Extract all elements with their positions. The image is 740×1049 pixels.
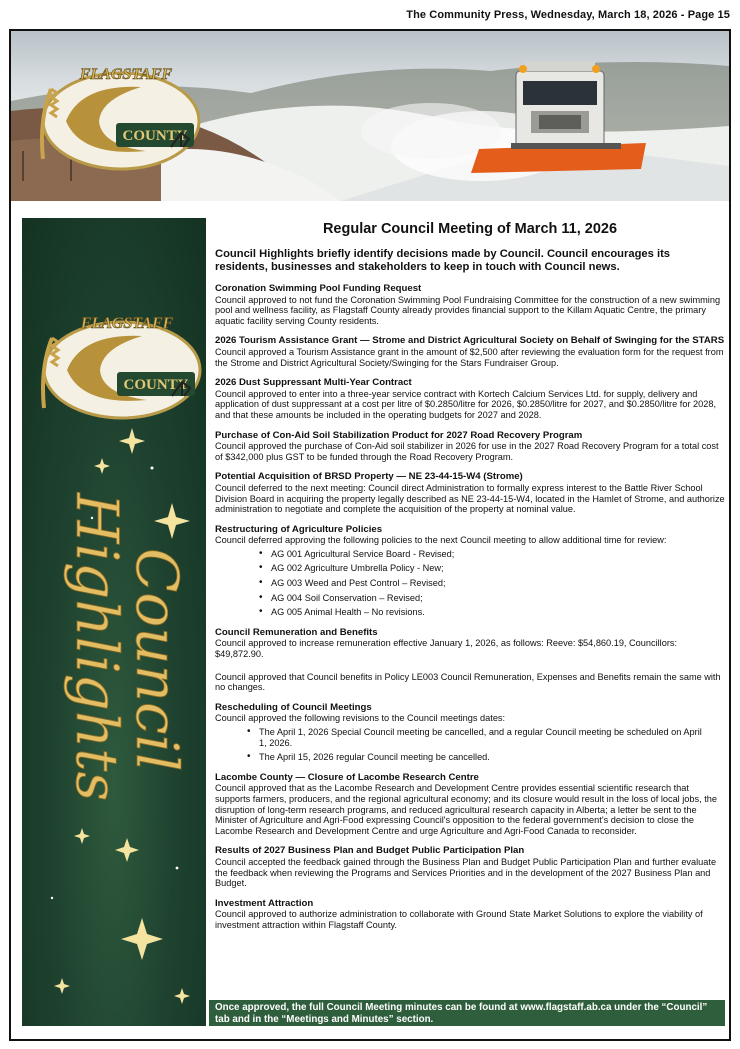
section-body: Council approved to authorize administration to collaborate with Ground State Market Solutions to explore the viability of investment attraction within Flagstaff County. [215,909,703,930]
article-intro: Council Highlights briefly identify decisions made by Council. Council encourages its residents, businesses and stakeholders to keep in touch with Council news. [215,248,671,273]
banner-photo [11,31,729,201]
section-heading: Coronation Swimming Pool Funding Request [215,283,422,294]
section-heading: Rescheduling of Council Meetings [215,701,372,713]
section-body: Council accepted the feedback gained through the Business Plan and Budget Public Participation Plan and further evaluate the feedback when reviewing the Programs and Services Priorities and in the development of the 2027 Business Plan and Budget. [215,856,717,889]
section-business-plan [215,846,725,888]
section-heading: Lacombe County — Closure of Lacombe Research Centre [215,771,479,783]
section-con-aid [215,431,725,463]
list-item: • The April 15, 2026 regular Council meeting be cancelled. [259,752,725,763]
section-heading: 2026 Dust Suppressant Multi-Year Contract [215,377,412,389]
section-body: Council approved a Tourism Assistance grant in the amount of $2,500 after reviewing the evaluation form for the request from the Strome and District Agricultural Society/Swinging for the Stars Fundraiser Group. [215,346,724,368]
section-heading: 2026 Tourism Assistance Grant — Strome and District Agricultural Society on Behalf of Swinging for the STARS [215,335,725,347]
list-item: • AG 004 Soil Conservation – Revised; [271,593,725,604]
section-heading: Investment Attraction [215,897,314,909]
section-tourism-grant [215,336,725,368]
section-body: Council deferred approving the following policies to the next Council meeting to allow additional time for review: [215,535,667,546]
minutes-footer-note: Once approved, the full Council Meeting minutes can be found at www.flagstaff.ab.ca under the “Council” tab and in the “Meetings and Minutes” section. [209,1000,725,1026]
list-item: • AG 003 Weed and Pest Control – Revised; [271,578,725,589]
list-item: • AG 001 Agricultural Service Board - Revised; [271,549,725,560]
list-item: • AG 002 Agriculture Umbrella Policy - New; [271,563,725,574]
section-body: Council approved to enter into a three-year service contract with Kortech Calcium Services Ltd. for supply, delivery and application of dust suppressant at a cost per litre of $0.2850/litre for 2026, $0.2850/litre for 2027, and $0.2850/litre for 2028, and that these amounts be included in the operating budgets for 2027 and 2028. [215,388,717,420]
logo-county-text: COUNTY [122,128,188,144]
section-heading: Results of 2027 Business Plan and Budget Public Participation Plan [215,845,525,857]
section-body: Council approved the following revisions to the Council meetings dates: [215,713,506,724]
policy-list [215,549,725,618]
section-coronation-pool [215,284,725,326]
section-heading: Restructuring of Agriculture Policies [215,523,383,535]
list-item: • AG 005 Animal Health – No revisions. [271,607,725,618]
section-body-secondary: Council approved that Council benefits in Policy LE003 Council Remuneration, Expenses and Benefits remain the same with no changes. [215,671,721,693]
council-highlights-sidebar [22,218,206,1026]
list-item: • The April 1, 2026 Special Council meeting be cancelled, and a regular Council meeting be scheduled on April 1, 2026. [259,727,725,748]
section-heading: Potential Acquisition of BRSD Property — NE 23-44-15-W4 (Strome) [215,471,523,483]
meeting-changes-list [215,727,725,763]
section-heading: Council Remuneration and Benefits [215,626,378,638]
sidebar-logo-flagstaff-text: FLAGSTAFF [80,315,174,332]
article-content [215,218,725,941]
flagstaff-county-logo [21,49,211,189]
article-title: Regular Council Meeting of March 11, 2026 [322,221,618,237]
section-rescheduling [215,703,725,763]
section-body: Council approved that as the Lacombe Research and Development Centre provides essential scientific research that supports farmers, producers, and the regional agricultural economy; and its closure would result in the loss of local jobs, the disruption of long-term research programs, and reduced agricultural research capacity in Alberta; a letter be sent to the Minister of Agriculture and Agri-Food expressing Council's opposition to the federal government's decision to close the Lacombe Research and Development Centre and urge Agriculture and Agri-Food Canada to reconsider. [215,783,717,836]
sidebar-logo-county-text: COUNTY [123,377,189,393]
logo-flagstaff-text: FLAGSTAFF [79,66,173,83]
section-body: Council approved the purchase of Con-Aid soil stabilizer in 2026 for use in the 2027 Road Recovery Program for a total cost of $342,000 plus GST to be funded through the Road Recovery Program. [215,441,719,462]
sidebar-council-script: Council [123,548,191,772]
page-header: The Community Press, Wednesday, March 18, 2026 - Page 15 [406,9,730,21]
section-lacombe [215,773,725,837]
section-body: Council approved to increase remuneration effective January 1, 2026, as follows: Reeve: $54,860.19, Councillors: $49,872.90. [215,638,678,660]
section-brsd-property [215,472,725,514]
sidebar-art [22,218,206,1026]
sidebar-highlights-script: Highlights [63,493,131,802]
section-remuneration [215,628,725,693]
section-agriculture-policies [215,525,725,618]
section-body: Council deferred to the next meeting: Council direct Administration to formally express interest to the Battle River School Division Board in acquiring the property legally described as NE 23-44-15-W4, located in the Hamlet of Strome, and authorize administration to negotiate and complete the acquisition of the property at nominal value. [215,482,725,515]
section-body: Council approved to not fund the Coronation Swimming Pool Fundraising Committee for the construction of a new swimming pool and wellness facility, as Flagstaff County already provides financial support to the Killam Aquatic Centre, the primary aquatic facility serving County residents. [215,294,721,326]
section-dust-suppressant [215,378,725,420]
section-investment [215,899,725,931]
section-heading: Purchase of Con-Aid Soil Stabilization Product for 2027 Road Recovery Program [215,429,583,441]
